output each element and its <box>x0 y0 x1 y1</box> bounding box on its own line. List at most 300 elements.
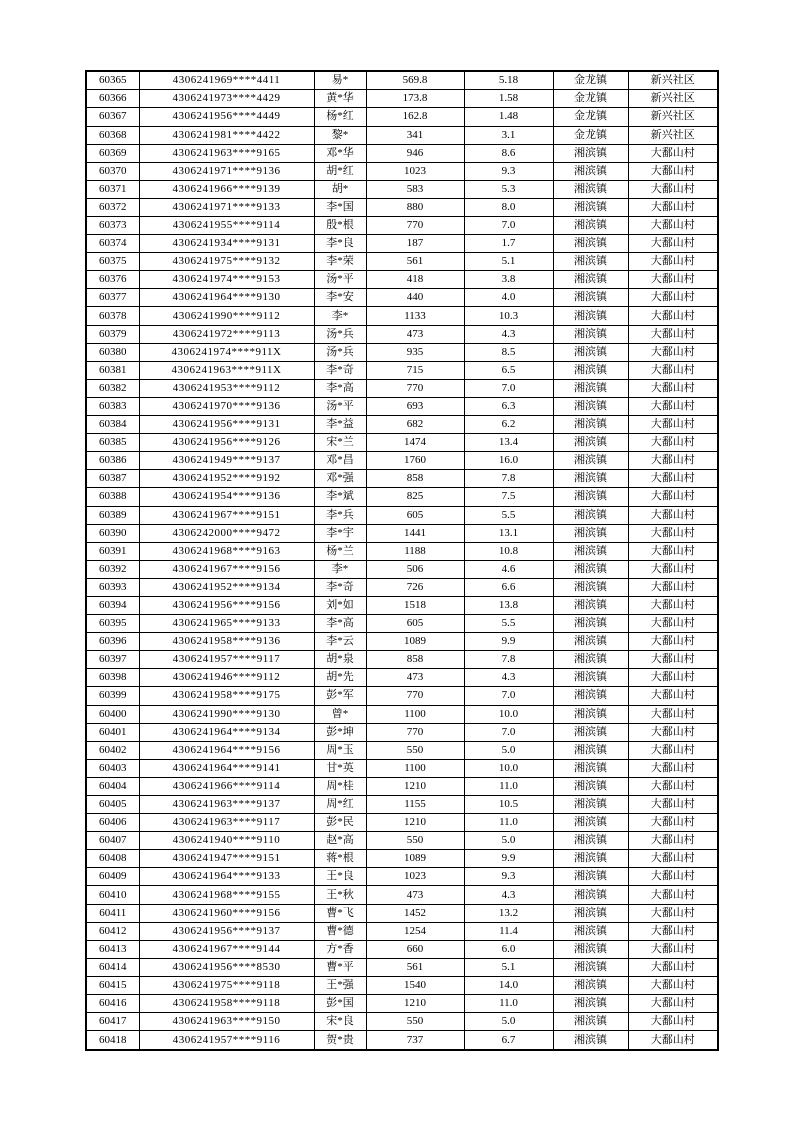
cell-name-masked: 曾* <box>314 705 366 723</box>
cell-village: 大鄱山村 <box>628 289 718 307</box>
cell-town: 湘滨镇 <box>553 651 628 669</box>
cell-village: 大鄱山村 <box>628 741 718 759</box>
table-row <box>86 397 718 415</box>
cell-village: 大鄱山村 <box>628 832 718 850</box>
cell-town: 湘滨镇 <box>553 488 628 506</box>
cell-serial-number: 60411 <box>86 904 139 922</box>
table-row <box>86 198 718 216</box>
cell-name-masked: 汤*平 <box>314 397 366 415</box>
cell-serial-number: 60369 <box>86 144 139 162</box>
cell-amount: 561 <box>366 253 464 271</box>
cell-amount: 1441 <box>366 524 464 542</box>
table-row <box>86 759 718 777</box>
cell-amount: 418 <box>366 271 464 289</box>
cell-town: 湘滨镇 <box>553 723 628 741</box>
cell-id-card-number-masked: 4306241946****9112 <box>139 669 314 687</box>
cell-name-masked: 彭*民 <box>314 814 366 832</box>
cell-amount: 1210 <box>366 814 464 832</box>
cell-id-card-number-masked: 4306241953****9112 <box>139 379 314 397</box>
cell-id-card-number-masked: 4306241940****9110 <box>139 832 314 850</box>
cell-secondary-value: 16.0 <box>464 452 553 470</box>
cell-village: 大鄱山村 <box>628 361 718 379</box>
table-row <box>86 488 718 506</box>
cell-id-card-number-masked: 4306241958****9118 <box>139 995 314 1013</box>
cell-secondary-value: 8.6 <box>464 144 553 162</box>
cell-secondary-value: 3.8 <box>464 271 553 289</box>
cell-town: 湘滨镇 <box>553 506 628 524</box>
table-row <box>86 886 718 904</box>
cell-serial-number: 60410 <box>86 886 139 904</box>
cell-secondary-value: 6.6 <box>464 578 553 596</box>
cell-name-masked: 李*荣 <box>314 253 366 271</box>
cell-amount: 1133 <box>366 307 464 325</box>
table-row <box>86 253 718 271</box>
cell-amount: 946 <box>366 144 464 162</box>
table-row <box>86 180 718 198</box>
cell-secondary-value: 6.7 <box>464 1031 553 1050</box>
table-row <box>86 633 718 651</box>
cell-village: 新兴社区 <box>628 71 718 90</box>
cell-town: 湘滨镇 <box>553 271 628 289</box>
cell-town: 湘滨镇 <box>553 850 628 868</box>
cell-name-masked: 李*奇 <box>314 361 366 379</box>
cell-secondary-value: 10.0 <box>464 759 553 777</box>
table-row <box>86 217 718 235</box>
cell-village: 大鄱山村 <box>628 995 718 1013</box>
cell-serial-number: 60384 <box>86 416 139 434</box>
cell-town: 湘滨镇 <box>553 868 628 886</box>
cell-village: 大鄱山村 <box>628 904 718 922</box>
cell-serial-number: 60416 <box>86 995 139 1013</box>
table-row <box>86 976 718 994</box>
cell-serial-number: 60389 <box>86 506 139 524</box>
cell-amount: 550 <box>366 832 464 850</box>
cell-secondary-value: 14.0 <box>464 976 553 994</box>
table-row <box>86 850 718 868</box>
cell-secondary-value: 8.5 <box>464 343 553 361</box>
cell-serial-number: 60368 <box>86 126 139 144</box>
cell-id-card-number-masked: 4306241964****9141 <box>139 759 314 777</box>
cell-amount: 473 <box>366 669 464 687</box>
cell-id-card-number-masked: 4306241964****9133 <box>139 868 314 886</box>
cell-serial-number: 60388 <box>86 488 139 506</box>
table-row <box>86 995 718 1013</box>
cell-serial-number: 60407 <box>86 832 139 850</box>
cell-amount: 1100 <box>366 705 464 723</box>
cell-name-masked: 曹*平 <box>314 958 366 976</box>
cell-id-card-number-masked: 4306241966****9114 <box>139 777 314 795</box>
cell-name-masked: 李*兵 <box>314 506 366 524</box>
cell-serial-number: 60415 <box>86 976 139 994</box>
cell-serial-number: 60375 <box>86 253 139 271</box>
cell-name-masked: 彭*坤 <box>314 723 366 741</box>
cell-amount: 473 <box>366 325 464 343</box>
cell-town: 湘滨镇 <box>553 976 628 994</box>
cell-serial-number: 60403 <box>86 759 139 777</box>
cell-id-card-number-masked: 4306241963****911X <box>139 361 314 379</box>
cell-town: 湘滨镇 <box>553 180 628 198</box>
cell-village: 大鄱山村 <box>628 633 718 651</box>
cell-serial-number: 60404 <box>86 777 139 795</box>
cell-amount: 715 <box>366 361 464 379</box>
table-row <box>86 144 718 162</box>
cell-id-card-number-masked: 4306241956****9126 <box>139 434 314 452</box>
cell-secondary-value: 10.8 <box>464 542 553 560</box>
cell-id-card-number-masked: 4306241968****9155 <box>139 886 314 904</box>
cell-secondary-value: 5.5 <box>464 506 553 524</box>
cell-secondary-value: 11.0 <box>464 777 553 795</box>
cell-id-card-number-masked: 4306241958****9175 <box>139 687 314 705</box>
cell-serial-number: 60402 <box>86 741 139 759</box>
cell-serial-number: 60376 <box>86 271 139 289</box>
cell-village: 大鄱山村 <box>628 615 718 633</box>
cell-serial-number: 60367 <box>86 108 139 126</box>
cell-name-masked: 李*益 <box>314 416 366 434</box>
cell-village: 大鄱山村 <box>628 271 718 289</box>
cell-amount: 858 <box>366 651 464 669</box>
cell-amount: 1155 <box>366 796 464 814</box>
cell-village: 大鄱山村 <box>628 144 718 162</box>
table-row <box>86 271 718 289</box>
cell-town: 湘滨镇 <box>553 995 628 1013</box>
cell-id-card-number-masked: 4306241957****9117 <box>139 651 314 669</box>
cell-town: 湘滨镇 <box>553 235 628 253</box>
cell-town: 金龙镇 <box>553 126 628 144</box>
table-row <box>86 814 718 832</box>
cell-town: 湘滨镇 <box>553 144 628 162</box>
cell-amount: 770 <box>366 217 464 235</box>
cell-secondary-value: 13.8 <box>464 596 553 614</box>
table-row <box>86 434 718 452</box>
cell-amount: 1210 <box>366 777 464 795</box>
table-row <box>86 796 718 814</box>
cell-id-card-number-masked: 4306241966****9139 <box>139 180 314 198</box>
cell-serial-number: 60418 <box>86 1031 139 1050</box>
table-row <box>86 416 718 434</box>
cell-name-masked: 邓*昌 <box>314 452 366 470</box>
cell-secondary-value: 1.58 <box>464 90 553 108</box>
cell-town: 湘滨镇 <box>553 741 628 759</box>
cell-name-masked: 贺*贵 <box>314 1031 366 1050</box>
cell-secondary-value: 5.5 <box>464 615 553 633</box>
cell-secondary-value: 7.0 <box>464 723 553 741</box>
cell-id-card-number-masked: 4306241955****9114 <box>139 217 314 235</box>
cell-town: 湘滨镇 <box>553 578 628 596</box>
cell-secondary-value: 10.5 <box>464 796 553 814</box>
cell-village: 大鄱山村 <box>628 470 718 488</box>
table-row <box>86 542 718 560</box>
cell-village: 大鄱山村 <box>628 162 718 180</box>
cell-id-card-number-masked: 4306241970****9136 <box>139 397 314 415</box>
cell-amount: 770 <box>366 687 464 705</box>
cell-serial-number: 60401 <box>86 723 139 741</box>
cell-secondary-value: 7.0 <box>464 687 553 705</box>
cell-amount: 935 <box>366 343 464 361</box>
table-row <box>86 307 718 325</box>
cell-id-card-number-masked: 4306241990****9112 <box>139 307 314 325</box>
cell-name-masked: 王*强 <box>314 976 366 994</box>
cell-serial-number: 60383 <box>86 397 139 415</box>
cell-village: 大鄱山村 <box>628 958 718 976</box>
cell-secondary-value: 11.4 <box>464 922 553 940</box>
cell-name-masked: 黎* <box>314 126 366 144</box>
cell-id-card-number-masked: 4306241967****9156 <box>139 560 314 578</box>
table-row <box>86 651 718 669</box>
cell-name-masked: 方*香 <box>314 940 366 958</box>
cell-village: 大鄱山村 <box>628 759 718 777</box>
cell-town: 湘滨镇 <box>553 777 628 795</box>
table-row <box>86 904 718 922</box>
cell-id-card-number-masked: 4306241964****9134 <box>139 723 314 741</box>
cell-serial-number: 60391 <box>86 542 139 560</box>
cell-secondary-value: 5.0 <box>464 832 553 850</box>
cell-serial-number: 60366 <box>86 90 139 108</box>
cell-name-masked: 汤*平 <box>314 271 366 289</box>
cell-secondary-value: 4.6 <box>464 560 553 578</box>
cell-village: 大鄱山村 <box>628 1031 718 1050</box>
cell-serial-number: 60371 <box>86 180 139 198</box>
cell-village: 大鄱山村 <box>628 940 718 958</box>
cell-village: 大鄱山村 <box>628 397 718 415</box>
cell-amount: 550 <box>366 1013 464 1031</box>
table-row <box>86 162 718 180</box>
cell-town: 湘滨镇 <box>553 524 628 542</box>
cell-secondary-value: 7.0 <box>464 379 553 397</box>
cell-amount: 1540 <box>366 976 464 994</box>
cell-id-card-number-masked: 4306241981****4422 <box>139 126 314 144</box>
cell-serial-number: 60390 <box>86 524 139 542</box>
cell-serial-number: 60387 <box>86 470 139 488</box>
cell-secondary-value: 10.0 <box>464 705 553 723</box>
cell-name-masked: 周*桂 <box>314 777 366 795</box>
cell-serial-number: 60399 <box>86 687 139 705</box>
cell-name-masked: 刘*如 <box>314 596 366 614</box>
cell-town: 湘滨镇 <box>553 307 628 325</box>
cell-name-masked: 黄*华 <box>314 90 366 108</box>
cell-name-masked: 周*红 <box>314 796 366 814</box>
cell-village: 大鄱山村 <box>628 886 718 904</box>
cell-town: 金龙镇 <box>553 90 628 108</box>
table-row <box>86 723 718 741</box>
cell-amount: 1023 <box>366 162 464 180</box>
cell-name-masked: 宋*兰 <box>314 434 366 452</box>
cell-village: 大鄱山村 <box>628 198 718 216</box>
cell-amount: 726 <box>366 578 464 596</box>
cell-village: 大鄱山村 <box>628 235 718 253</box>
cell-id-card-number-masked: 4306241971****9136 <box>139 162 314 180</box>
cell-serial-number: 60374 <box>86 235 139 253</box>
cell-secondary-value: 11.0 <box>464 814 553 832</box>
cell-village: 大鄱山村 <box>628 180 718 198</box>
cell-town: 湘滨镇 <box>553 343 628 361</box>
cell-serial-number: 60406 <box>86 814 139 832</box>
cell-secondary-value: 5.3 <box>464 180 553 198</box>
table-row <box>86 126 718 144</box>
cell-secondary-value: 10.3 <box>464 307 553 325</box>
table-row <box>86 379 718 397</box>
cell-name-masked: 李*宇 <box>314 524 366 542</box>
cell-amount: 770 <box>366 723 464 741</box>
cell-town: 湘滨镇 <box>553 832 628 850</box>
cell-id-card-number-masked: 4306241952****9134 <box>139 578 314 596</box>
cell-serial-number: 60380 <box>86 343 139 361</box>
cell-serial-number: 60409 <box>86 868 139 886</box>
cell-serial-number: 60393 <box>86 578 139 596</box>
cell-secondary-value: 9.9 <box>464 633 553 651</box>
cell-secondary-value: 7.8 <box>464 651 553 669</box>
cell-secondary-value: 13.2 <box>464 904 553 922</box>
cell-id-card-number-masked: 4306241968****9163 <box>139 542 314 560</box>
cell-id-card-number-masked: 4306241963****9137 <box>139 796 314 814</box>
cell-town: 湘滨镇 <box>553 560 628 578</box>
cell-serial-number: 60396 <box>86 633 139 651</box>
cell-serial-number: 60386 <box>86 452 139 470</box>
cell-secondary-value: 4.3 <box>464 669 553 687</box>
cell-name-masked: 邓*强 <box>314 470 366 488</box>
cell-secondary-value: 6.0 <box>464 940 553 958</box>
table-row <box>86 452 718 470</box>
cell-id-card-number-masked: 4306241967****9151 <box>139 506 314 524</box>
cell-village: 大鄱山村 <box>628 850 718 868</box>
cell-town: 湘滨镇 <box>553 669 628 687</box>
cell-amount: 341 <box>366 126 464 144</box>
cell-town: 湘滨镇 <box>553 397 628 415</box>
cell-town: 湘滨镇 <box>553 633 628 651</box>
cell-village: 新兴社区 <box>628 90 718 108</box>
cell-village: 大鄱山村 <box>628 922 718 940</box>
cell-amount: 660 <box>366 940 464 958</box>
table-row <box>86 777 718 795</box>
cell-name-masked: 彭*国 <box>314 995 366 1013</box>
cell-village: 大鄱山村 <box>628 307 718 325</box>
table-row <box>86 615 718 633</box>
table-row <box>86 596 718 614</box>
cell-amount: 187 <box>366 235 464 253</box>
cell-village: 大鄱山村 <box>628 217 718 235</box>
cell-town: 湘滨镇 <box>553 470 628 488</box>
cell-village: 大鄱山村 <box>628 434 718 452</box>
cell-name-masked: 殷*根 <box>314 217 366 235</box>
cell-name-masked: 胡* <box>314 180 366 198</box>
cell-amount: 583 <box>366 180 464 198</box>
table-row <box>86 1031 718 1050</box>
cell-id-card-number-masked: 4306241964****9130 <box>139 289 314 307</box>
cell-serial-number: 60381 <box>86 361 139 379</box>
cell-id-card-number-masked: 4306241967****9144 <box>139 940 314 958</box>
cell-name-masked: 易* <box>314 71 366 90</box>
cell-name-masked: 李* <box>314 560 366 578</box>
cell-secondary-value: 5.0 <box>464 1013 553 1031</box>
cell-village: 大鄱山村 <box>628 976 718 994</box>
cell-village: 大鄱山村 <box>628 868 718 886</box>
cell-serial-number: 60382 <box>86 379 139 397</box>
cell-name-masked: 王*良 <box>314 868 366 886</box>
cell-town: 湘滨镇 <box>553 596 628 614</box>
cell-secondary-value: 5.0 <box>464 741 553 759</box>
cell-id-card-number-masked: 4306241971****9133 <box>139 198 314 216</box>
cell-name-masked: 李*安 <box>314 289 366 307</box>
cell-serial-number: 60400 <box>86 705 139 723</box>
cell-name-masked: 杨*兰 <box>314 542 366 560</box>
cell-secondary-value: 8.0 <box>464 198 553 216</box>
cell-amount: 1518 <box>366 596 464 614</box>
cell-id-card-number-masked: 4306241965****9133 <box>139 615 314 633</box>
cell-village: 大鄱山村 <box>628 651 718 669</box>
cell-village: 大鄱山村 <box>628 814 718 832</box>
cell-town: 湘滨镇 <box>553 922 628 940</box>
cell-village: 大鄱山村 <box>628 596 718 614</box>
cell-secondary-value: 4.3 <box>464 886 553 904</box>
cell-secondary-value: 5.1 <box>464 958 553 976</box>
cell-town: 湘滨镇 <box>553 940 628 958</box>
cell-serial-number: 60365 <box>86 71 139 90</box>
cell-name-masked: 李*高 <box>314 379 366 397</box>
cell-serial-number: 60395 <box>86 615 139 633</box>
cell-town: 湘滨镇 <box>553 434 628 452</box>
cell-village: 大鄱山村 <box>628 1013 718 1031</box>
table-row <box>86 289 718 307</box>
cell-village: 大鄱山村 <box>628 687 718 705</box>
cell-name-masked: 曹*德 <box>314 922 366 940</box>
cell-serial-number: 60377 <box>86 289 139 307</box>
cell-amount: 1188 <box>366 542 464 560</box>
cell-village: 大鄱山村 <box>628 560 718 578</box>
cell-town: 金龙镇 <box>553 108 628 126</box>
cell-secondary-value: 9.3 <box>464 162 553 180</box>
cell-serial-number: 60373 <box>86 217 139 235</box>
cell-id-card-number-masked: 4306241957****9116 <box>139 1031 314 1050</box>
cell-serial-number: 60392 <box>86 560 139 578</box>
table-row <box>86 506 718 524</box>
cell-name-masked: 赵*高 <box>314 832 366 850</box>
cell-name-masked: 周*玉 <box>314 741 366 759</box>
cell-village: 新兴社区 <box>628 108 718 126</box>
cell-amount: 605 <box>366 506 464 524</box>
cell-secondary-value: 7.8 <box>464 470 553 488</box>
cell-id-card-number-masked: 4306241963****9150 <box>139 1013 314 1031</box>
table-row <box>86 108 718 126</box>
table-body <box>86 71 718 1050</box>
cell-town: 湘滨镇 <box>553 1013 628 1031</box>
cell-village: 大鄱山村 <box>628 416 718 434</box>
cell-amount: 1023 <box>366 868 464 886</box>
cell-secondary-value: 4.0 <box>464 289 553 307</box>
cell-amount: 693 <box>366 397 464 415</box>
cell-village: 大鄱山村 <box>628 379 718 397</box>
table-row <box>86 71 718 90</box>
cell-id-card-number-masked: 4306241969****4411 <box>139 71 314 90</box>
cell-town: 湘滨镇 <box>553 325 628 343</box>
cell-id-card-number-masked: 4306241964****9156 <box>139 741 314 759</box>
cell-village: 大鄱山村 <box>628 578 718 596</box>
cell-serial-number: 60378 <box>86 307 139 325</box>
cell-id-card-number-masked: 4306241956****9131 <box>139 416 314 434</box>
cell-amount: 1452 <box>366 904 464 922</box>
cell-serial-number: 60417 <box>86 1013 139 1031</box>
cell-secondary-value: 7.5 <box>464 488 553 506</box>
cell-secondary-value: 6.2 <box>464 416 553 434</box>
cell-name-masked: 李*良 <box>314 235 366 253</box>
table-row <box>86 90 718 108</box>
cell-id-card-number-masked: 4306241949****9137 <box>139 452 314 470</box>
cell-serial-number: 60405 <box>86 796 139 814</box>
cell-amount: 605 <box>366 615 464 633</box>
cell-name-masked: 汤*兵 <box>314 325 366 343</box>
cell-village: 大鄱山村 <box>628 669 718 687</box>
table-row <box>86 470 718 488</box>
cell-name-masked: 李*国 <box>314 198 366 216</box>
cell-id-card-number-masked: 4306241975****9132 <box>139 253 314 271</box>
